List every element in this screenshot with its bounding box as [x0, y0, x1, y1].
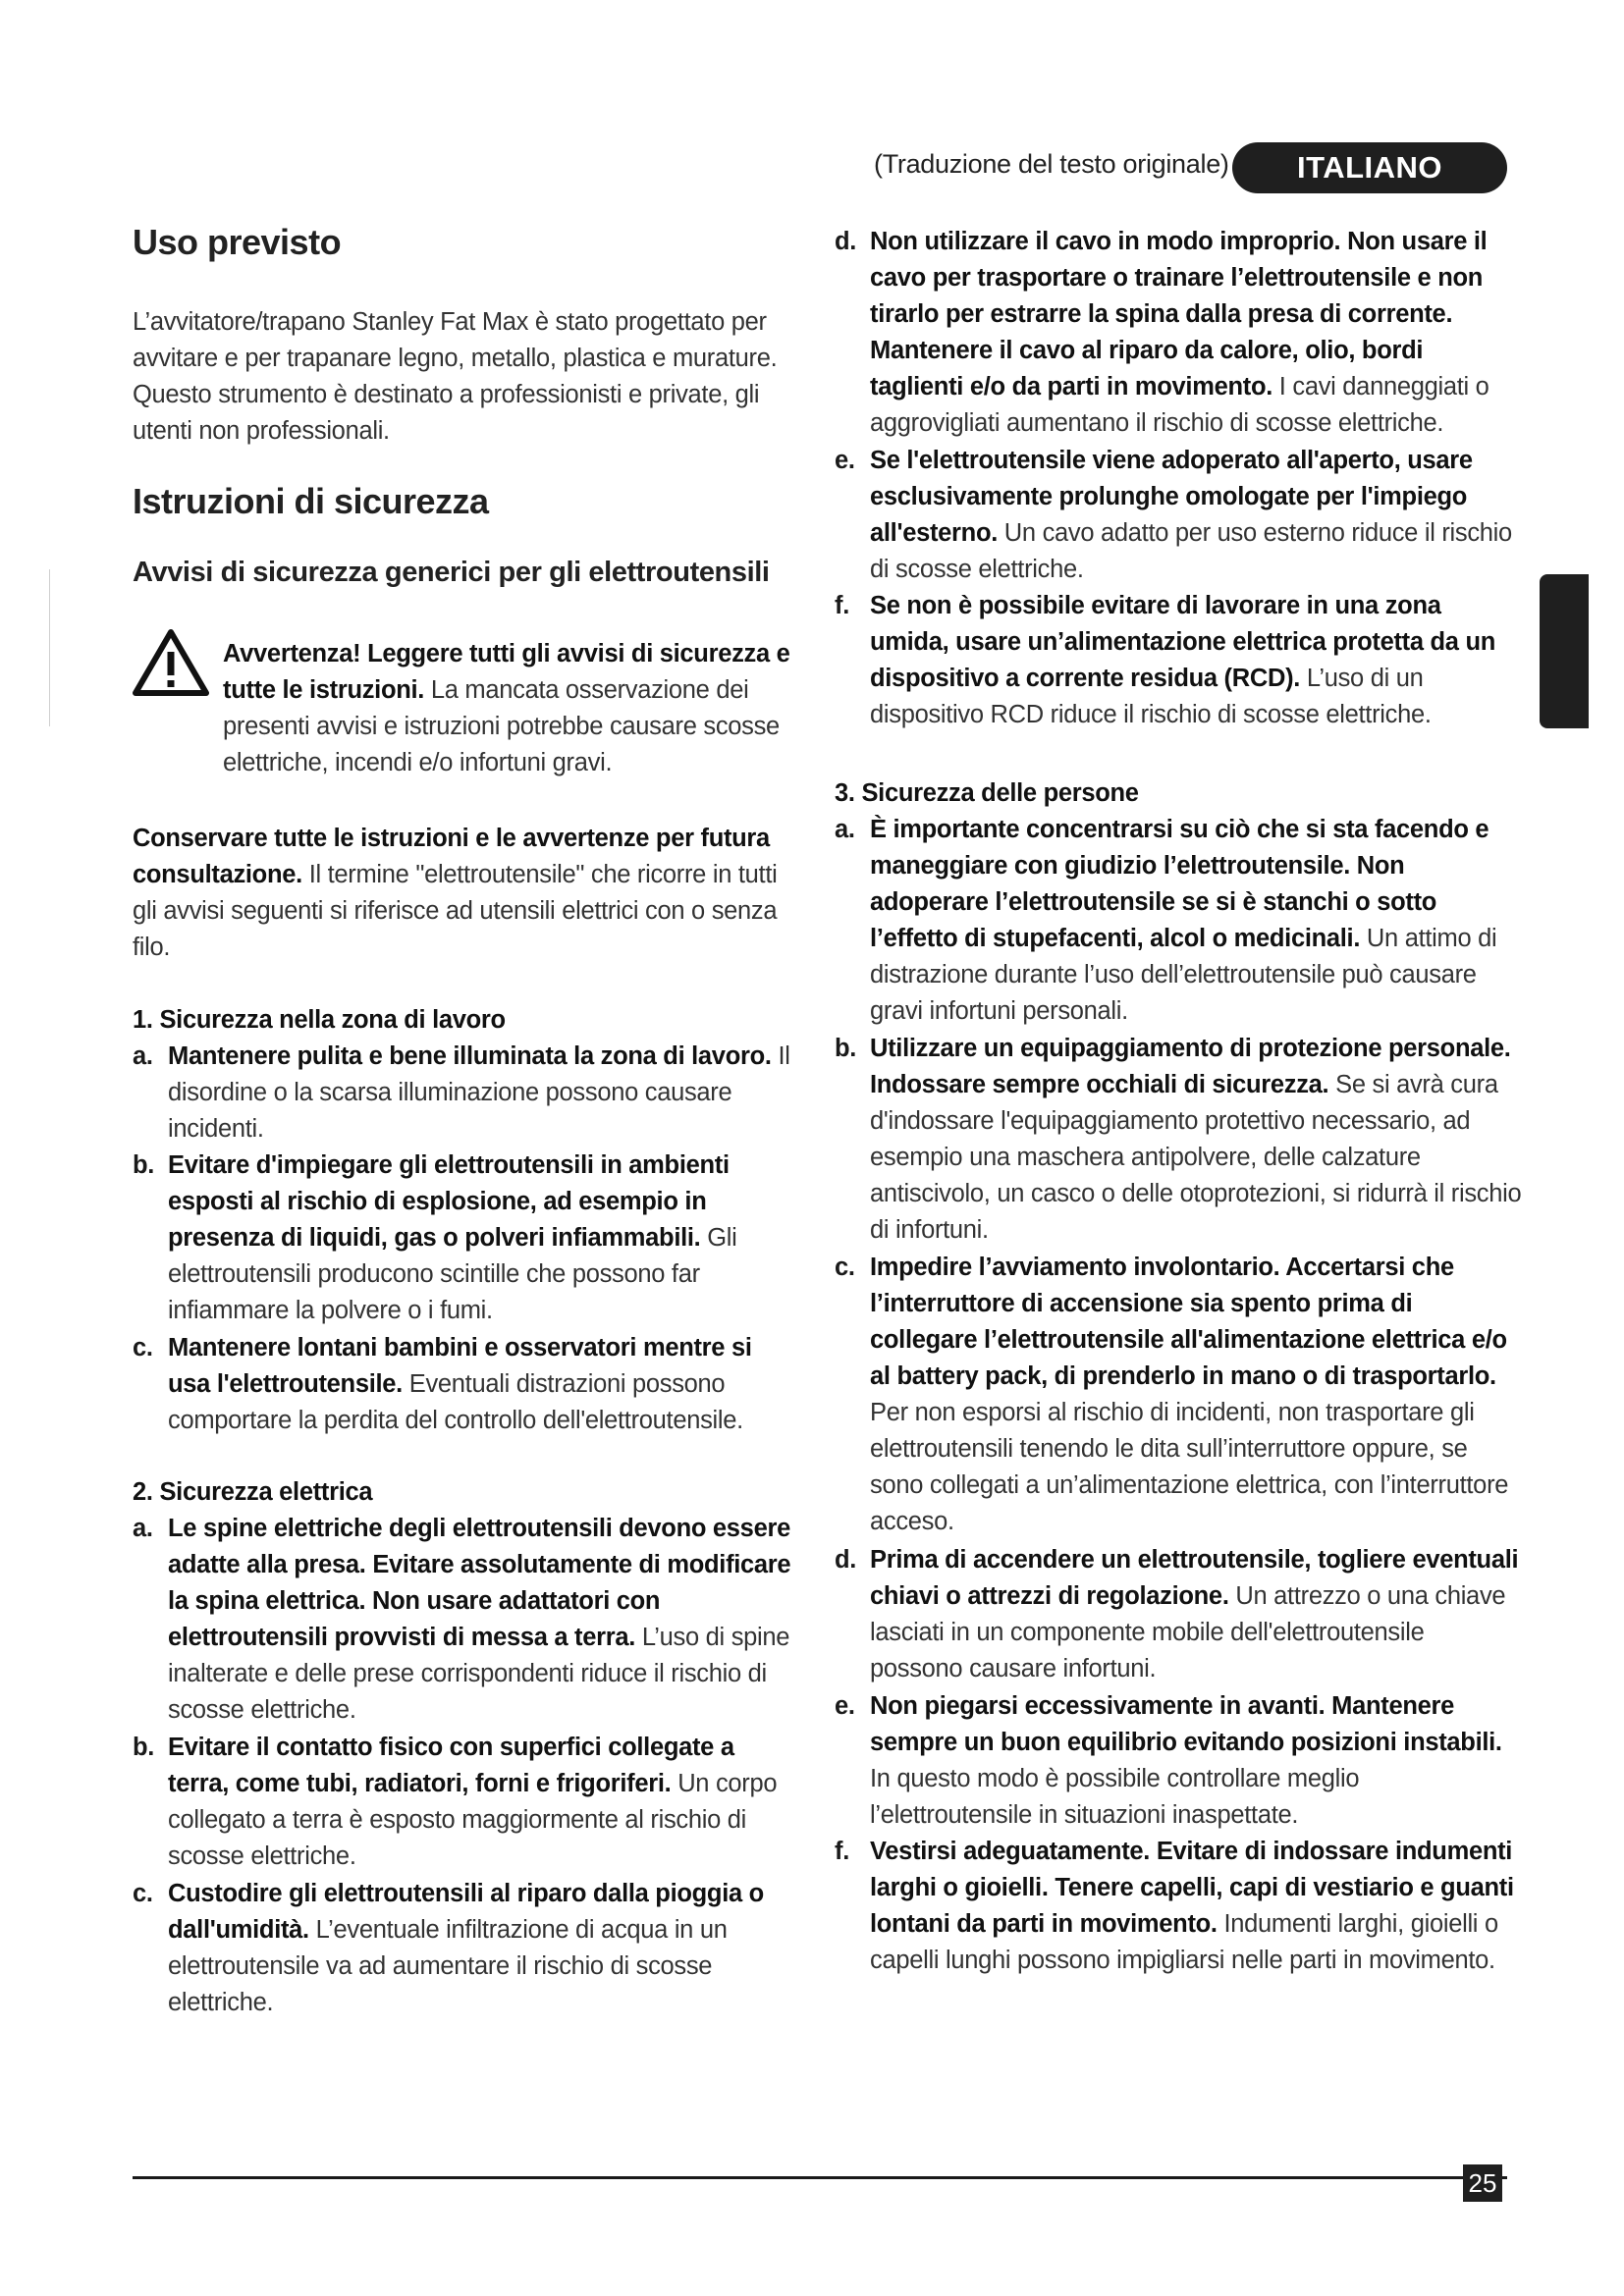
- warning-text: La mancata osservazione dei presenti avvisi e istruzioni potrebbe causare scosse elettriche, incendi e/o infortuni gravi.: [223, 676, 780, 776]
- list-item: e. Non piegarsi eccessivamente in avanti. Mantenere sempre un buon equilibrio evitando posizioni instabili. In questo modo è possibile controllare meglio l’elettroutensile in situazioni inaspettate.: [835, 1692, 1502, 1829]
- list-item: a. È importante concentrarsi su ciò che si sta facendo e maneggiare con giudizio l’elettroutensile. Non adoperare l’elettroutensile se si è stanchi o sotto l’effetto di stupefacenti, alcol o medicinali. Un attimo di distrazione durante l’uso dell’elettroutensile può causare gravi infortuni personali.: [835, 816, 1497, 1025]
- list-item: f. Se non è possibile evitare di lavorare in una zona umida, usare un’alimentazione elettrica protetta da un dispositivo a corrente residua (RCD). L’uso di un dispositivo RCD riduce il rischio di scosse elettriche.: [835, 592, 1496, 728]
- list-item: e. Se l'elettroutensile viene adoperato all'aperto, usare esclusivamente prolunghe omologate per l'impiego all'esterno. Un cavo adatto per uso esterno riduce il rischio di scosse elettriche.: [835, 447, 1512, 583]
- footer-rule: [133, 2176, 1507, 2179]
- conservare-bold: Conservare tutte le istruzioni e le avvertenze per futura consultazione.: [133, 825, 770, 888]
- margin-mark: [49, 569, 50, 726]
- list-item: c. Impedire l’avviamento involontario. Accertarsi che l’interruttore di accensione sia spento prima di collegare l’elettroutensile all'alimentazione elettrica e/o al battery pack, di prenderlo in mano o di trasportarlo. Per non esporsi al rischio di incidenti, non trasportare gli elettroutensili tenendo le dita sull’interruttore oppure, se sono collegati a un’alimentazione elettrica, con l’interruttore acceso.: [835, 1254, 1509, 1535]
- conservare-text: Il termine "elettroutensile" che ricorre in tutti gli avvisi seguenti si riferisce ad utensili elettrici con o senza filo.: [133, 861, 778, 961]
- warning-triangle-icon: [133, 628, 209, 708]
- heading-istruzioni-sicurezza: Istruzioni di sicurezza: [133, 481, 489, 521]
- conservare-paragraph: [133, 821, 800, 966]
- section-1-heading: 1. Sicurezza nella zona di lavoro: [133, 1006, 506, 1034]
- list-item: c. Custodire gli elettroutensili al riparo dalla pioggia o dall'umidità. L’eventuale infiltrazione di acqua in un elettroutensile va ad aumentare il rischio di scosse elettriche.: [133, 1880, 764, 2016]
- heading-uso-previsto: Uso previsto: [133, 222, 342, 262]
- translation-note: (Traduzione del testo originale): [874, 149, 1229, 179]
- list-item: a. Le spine elettriche degli elettroutensili devono essere adatte alla presa. Evitare assolutamente di modificare la spina elettrica. Non usare adattatori con elettroutensili provvisti di messa a terra. L’uso di spine inalterate e delle prese corrispondenti riduce il rischio di scosse elettriche.: [133, 1515, 791, 1724]
- list-item: d. Prima di accendere un elettroutensile, togliere eventuali chiavi o attrezzi di regolazione. Un attrezzo o una chiave lasciati in un componente mobile dell'elettroutensile possono causare infortuni.: [835, 1546, 1519, 1682]
- list-item: b. Evitare d'impiegare gli elettroutensili in ambienti esposti al rischio di esplosione, ad esempio in presenza di liquidi, gas o polveri infiammabili. Gli elettroutensili producono scintille che possono far infiammare la polvere o i fumi.: [133, 1151, 737, 1324]
- warning-bold: Avvertenza! Leggere tutti gli avvisi di sicurezza e tutte le istruzioni.: [223, 640, 790, 704]
- list-item: c. Mantenere lontani bambini e osservatori mentre si usa l'elettroutensile. Eventuali distrazioni possono comportare la perdita del controllo dell'elettroutensile.: [133, 1334, 752, 1434]
- list-item: a. Mantenere pulita e bene illuminata la zona di lavoro. Il disordine o la scarsa illuminazione possono causare incidenti.: [133, 1042, 790, 1143]
- warning-paragraph: [223, 636, 807, 781]
- list-item: b. Utilizzare un equipaggiamento di protezione personale. Indossare sempre occhiali di sicurezza. Se si avrà cura d'indossare l'equipaggiamento protettivo necessario, ad esempio una maschera antipolvere, delle calzature antiscivolo, un casco o delle otoprotezioni, si ridurrà il rischio di infortuni.: [835, 1035, 1522, 1244]
- section-side-tab: [1540, 574, 1589, 728]
- section-3-heading: 3. Sicurezza delle persone: [835, 779, 1139, 807]
- language-badge: ITALIANO: [1232, 142, 1507, 193]
- list-item: b. Evitare il contatto fisico con superfici collegate a terra, come tubi, radiatori, forni e frigoriferi. Un corpo collegato a terra è esposto maggiormente al rischio di scosse elettriche.: [133, 1734, 778, 1870]
- uso-previsto-text: L’avvitatore/trapano Stanley Fat Max è stato progettato per avvitare e per trapanare legno, metallo, plastica e murature. Questo strumento è destinato a professionisti e private, gli utenti non professionali.: [133, 308, 778, 445]
- heading-avvisi-generici: Avvisi di sicurezza generici per gli elettroutensili: [133, 557, 770, 588]
- list-item: f. Vestirsi adeguatamente. Evitare di indossare indumenti larghi o gioielli. Tenere capelli, capi di vestiario e guanti lontani da parti in movimento. Indumenti larghi, gioielli o capelli lunghi possono impigliarsi nelle parti in movimento.: [835, 1838, 1514, 1974]
- section-2-heading: 2. Sicurezza elettrica: [133, 1478, 373, 1506]
- list-item: d. Non utilizzare il cavo in modo improprio. Non usare il cavo per trasportare o trainare l’elettroutensile e non tirarlo per estrarre la spina dalla presa di corrente. Mantenere il cavo al riparo da calore, olio, bordi taglienti e/o da parti in movimento. I cavi danneggiati o aggrovigliati aumentano il rischio di scosse elettriche.: [835, 228, 1489, 437]
- page-number: 25: [1463, 2164, 1502, 2202]
